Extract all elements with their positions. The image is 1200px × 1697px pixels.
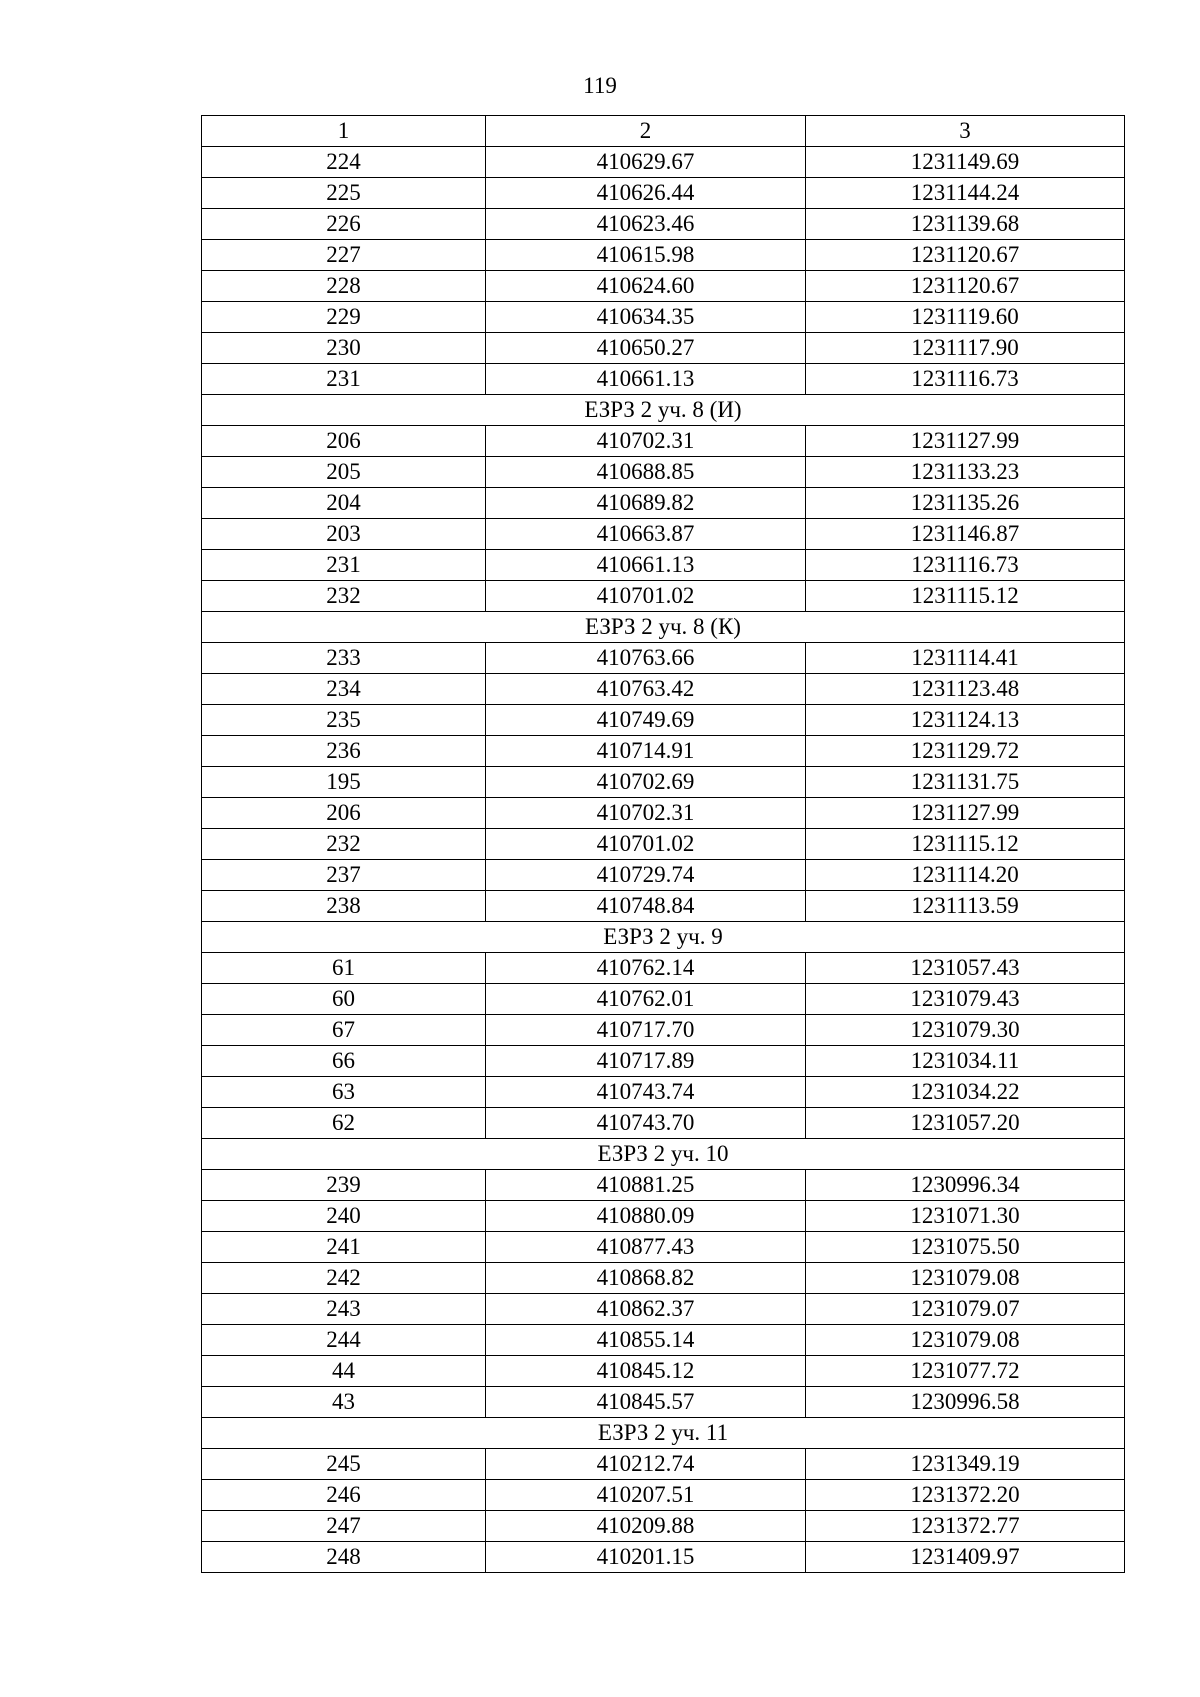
x-coordinate-cell: 410688.85 (486, 457, 806, 488)
point-number-cell: 244 (202, 1325, 486, 1356)
table-row (202, 1294, 1125, 1325)
table-row (202, 829, 1125, 860)
y-coordinate-cell: 1231133.23 (806, 457, 1125, 488)
x-coordinate-cell: 410881.25 (486, 1170, 806, 1201)
table-row (202, 271, 1125, 302)
point-number-cell: 231 (202, 550, 486, 581)
x-coordinate-cell: 410763.42 (486, 674, 806, 705)
x-coordinate-cell: 410615.98 (486, 240, 806, 271)
point-number-cell: 204 (202, 488, 486, 519)
table-row (202, 457, 1125, 488)
point-number-cell: 232 (202, 581, 486, 612)
section-row (202, 922, 1125, 953)
table-row (202, 1201, 1125, 1232)
point-number-cell: 239 (202, 1170, 486, 1201)
table-row (202, 364, 1125, 395)
point-number-cell: 60 (202, 984, 486, 1015)
y-coordinate-cell: 1231116.73 (806, 364, 1125, 395)
table-row (202, 953, 1125, 984)
x-coordinate-cell: 410762.14 (486, 953, 806, 984)
x-coordinate-cell: 410661.13 (486, 364, 806, 395)
x-coordinate-cell: 410209.88 (486, 1511, 806, 1542)
point-number-cell: 236 (202, 736, 486, 767)
point-number-cell: 241 (202, 1232, 486, 1263)
table-row (202, 674, 1125, 705)
x-coordinate-cell: 410862.37 (486, 1294, 806, 1325)
point-number-cell: 228 (202, 271, 486, 302)
table-row (202, 643, 1125, 674)
table-row (202, 1387, 1125, 1418)
x-coordinate-cell: 410845.12 (486, 1356, 806, 1387)
y-coordinate-cell: 1231146.87 (806, 519, 1125, 550)
y-coordinate-cell: 1231124.13 (806, 705, 1125, 736)
section-title: ЕЗРЗ 2 уч. 8 (И) (202, 395, 1125, 426)
point-number-cell: 248 (202, 1542, 486, 1573)
y-coordinate-cell: 1231131.75 (806, 767, 1125, 798)
header-cell-3: 3 (806, 116, 1125, 147)
table-row (202, 147, 1125, 178)
section-row (202, 395, 1125, 426)
point-number-cell: 234 (202, 674, 486, 705)
y-coordinate-cell: 1231149.69 (806, 147, 1125, 178)
table-row (202, 736, 1125, 767)
y-coordinate-cell: 1231079.30 (806, 1015, 1125, 1046)
y-coordinate-cell: 1231079.08 (806, 1263, 1125, 1294)
table-row (202, 767, 1125, 798)
point-number-cell: 235 (202, 705, 486, 736)
section-title: ЕЗРЗ 2 уч. 11 (202, 1418, 1125, 1449)
y-coordinate-cell: 1231116.73 (806, 550, 1125, 581)
x-coordinate-cell: 410868.82 (486, 1263, 806, 1294)
y-coordinate-cell: 1231372.20 (806, 1480, 1125, 1511)
x-coordinate-cell: 410661.13 (486, 550, 806, 581)
section-row (202, 1139, 1125, 1170)
section-title: ЕЗРЗ 2 уч. 10 (202, 1139, 1125, 1170)
table-row (202, 426, 1125, 457)
point-number-cell: 232 (202, 829, 486, 860)
point-number-cell: 195 (202, 767, 486, 798)
x-coordinate-cell: 410689.82 (486, 488, 806, 519)
point-number-cell: 67 (202, 1015, 486, 1046)
table-row (202, 1046, 1125, 1077)
point-number-cell: 229 (202, 302, 486, 333)
y-coordinate-cell: 1231129.72 (806, 736, 1125, 767)
y-coordinate-cell: 1231409.97 (806, 1542, 1125, 1573)
y-coordinate-cell: 1231071.30 (806, 1201, 1125, 1232)
y-coordinate-cell: 1231034.22 (806, 1077, 1125, 1108)
table-row (202, 581, 1125, 612)
x-coordinate-cell: 410701.02 (486, 829, 806, 860)
x-coordinate-cell: 410702.31 (486, 798, 806, 829)
x-coordinate-cell: 410743.74 (486, 1077, 806, 1108)
point-number-cell: 227 (202, 240, 486, 271)
x-coordinate-cell: 410624.60 (486, 271, 806, 302)
header-row (202, 116, 1125, 147)
x-coordinate-cell: 410762.01 (486, 984, 806, 1015)
section-title: ЕЗРЗ 2 уч. 9 (202, 922, 1125, 953)
x-coordinate-cell: 410201.15 (486, 1542, 806, 1573)
y-coordinate-cell: 1231115.12 (806, 581, 1125, 612)
table-row (202, 1232, 1125, 1263)
table-body (202, 147, 1125, 1573)
x-coordinate-cell: 410748.84 (486, 891, 806, 922)
x-coordinate-cell: 410877.43 (486, 1232, 806, 1263)
x-coordinate-cell: 410629.67 (486, 147, 806, 178)
x-coordinate-cell: 410763.66 (486, 643, 806, 674)
point-number-cell: 242 (202, 1263, 486, 1294)
table-header (202, 116, 1125, 147)
y-coordinate-cell: 1231077.72 (806, 1356, 1125, 1387)
x-coordinate-cell: 410663.87 (486, 519, 806, 550)
y-coordinate-cell: 1231079.43 (806, 984, 1125, 1015)
y-coordinate-cell: 1231057.43 (806, 953, 1125, 984)
y-coordinate-cell: 1231114.20 (806, 860, 1125, 891)
table-row (202, 178, 1125, 209)
y-coordinate-cell: 1231139.68 (806, 209, 1125, 240)
section-row (202, 1418, 1125, 1449)
x-coordinate-cell: 410880.09 (486, 1201, 806, 1232)
table-row (202, 1108, 1125, 1139)
point-number-cell: 44 (202, 1356, 486, 1387)
point-number-cell: 205 (202, 457, 486, 488)
x-coordinate-cell: 410212.74 (486, 1449, 806, 1480)
x-coordinate-cell: 410207.51 (486, 1480, 806, 1511)
table-row (202, 1263, 1125, 1294)
y-coordinate-cell: 1231127.99 (806, 798, 1125, 829)
point-number-cell: 243 (202, 1294, 486, 1325)
table-row (202, 240, 1125, 271)
y-coordinate-cell: 1231120.67 (806, 271, 1125, 302)
point-number-cell: 62 (202, 1108, 486, 1139)
table-row (202, 984, 1125, 1015)
point-number-cell: 246 (202, 1480, 486, 1511)
table-row (202, 1480, 1125, 1511)
point-number-cell: 66 (202, 1046, 486, 1077)
y-coordinate-cell: 1230996.58 (806, 1387, 1125, 1418)
x-coordinate-cell: 410714.91 (486, 736, 806, 767)
y-coordinate-cell: 1231114.41 (806, 643, 1125, 674)
table-row (202, 488, 1125, 519)
x-coordinate-cell: 410701.02 (486, 581, 806, 612)
y-coordinate-cell: 1231127.99 (806, 426, 1125, 457)
y-coordinate-cell: 1231079.08 (806, 1325, 1125, 1356)
x-coordinate-cell: 410623.46 (486, 209, 806, 240)
y-coordinate-cell: 1231057.20 (806, 1108, 1125, 1139)
point-number-cell: 206 (202, 798, 486, 829)
point-number-cell: 230 (202, 333, 486, 364)
header-cell-1: 1 (202, 116, 486, 147)
table-row (202, 1325, 1125, 1356)
point-number-cell: 203 (202, 519, 486, 550)
table-row (202, 302, 1125, 333)
point-number-cell: 226 (202, 209, 486, 240)
y-coordinate-cell: 1231034.11 (806, 1046, 1125, 1077)
x-coordinate-cell: 410650.27 (486, 333, 806, 364)
coordinates-table (201, 115, 1125, 1573)
table-row (202, 1077, 1125, 1108)
table-row (202, 1542, 1125, 1573)
point-number-cell: 63 (202, 1077, 486, 1108)
point-number-cell: 43 (202, 1387, 486, 1418)
x-coordinate-cell: 410702.69 (486, 767, 806, 798)
table-row (202, 1511, 1125, 1542)
table-row (202, 798, 1125, 829)
x-coordinate-cell: 410729.74 (486, 860, 806, 891)
table-row (202, 1449, 1125, 1480)
y-coordinate-cell: 1231123.48 (806, 674, 1125, 705)
x-coordinate-cell: 410626.44 (486, 178, 806, 209)
point-number-cell: 231 (202, 364, 486, 395)
x-coordinate-cell: 410845.57 (486, 1387, 806, 1418)
y-coordinate-cell: 1231117.90 (806, 333, 1125, 364)
header-cell-2: 2 (486, 116, 806, 147)
y-coordinate-cell: 1231119.60 (806, 302, 1125, 333)
x-coordinate-cell: 410749.69 (486, 705, 806, 736)
point-number-cell: 206 (202, 426, 486, 457)
section-row (202, 612, 1125, 643)
x-coordinate-cell: 410743.70 (486, 1108, 806, 1139)
x-coordinate-cell: 410702.31 (486, 426, 806, 457)
y-coordinate-cell: 1231079.07 (806, 1294, 1125, 1325)
table-row (202, 209, 1125, 240)
y-coordinate-cell: 1231144.24 (806, 178, 1125, 209)
point-number-cell: 225 (202, 178, 486, 209)
point-number-cell: 233 (202, 643, 486, 674)
point-number-cell: 237 (202, 860, 486, 891)
point-number-cell: 245 (202, 1449, 486, 1480)
table-row (202, 333, 1125, 364)
table-row (202, 550, 1125, 581)
page-number: 119 (583, 73, 617, 98)
point-number-cell: 61 (202, 953, 486, 984)
x-coordinate-cell: 410855.14 (486, 1325, 806, 1356)
y-coordinate-cell: 1231075.50 (806, 1232, 1125, 1263)
y-coordinate-cell: 1231115.12 (806, 829, 1125, 860)
x-coordinate-cell: 410717.89 (486, 1046, 806, 1077)
point-number-cell: 240 (202, 1201, 486, 1232)
y-coordinate-cell: 1230996.34 (806, 1170, 1125, 1201)
y-coordinate-cell: 1231113.59 (806, 891, 1125, 922)
table-row (202, 1356, 1125, 1387)
y-coordinate-cell: 1231372.77 (806, 1511, 1125, 1542)
x-coordinate-cell: 410717.70 (486, 1015, 806, 1046)
table-row (202, 1015, 1125, 1046)
section-title: ЕЗРЗ 2 уч. 8 (К) (202, 612, 1125, 643)
point-number-cell: 247 (202, 1511, 486, 1542)
point-number-cell: 224 (202, 147, 486, 178)
table-row (202, 519, 1125, 550)
table-row (202, 705, 1125, 736)
y-coordinate-cell: 1231349.19 (806, 1449, 1125, 1480)
table-row (202, 860, 1125, 891)
table-row (202, 1170, 1125, 1201)
point-number-cell: 238 (202, 891, 486, 922)
x-coordinate-cell: 410634.35 (486, 302, 806, 333)
y-coordinate-cell: 1231120.67 (806, 240, 1125, 271)
y-coordinate-cell: 1231135.26 (806, 488, 1125, 519)
table-row (202, 891, 1125, 922)
